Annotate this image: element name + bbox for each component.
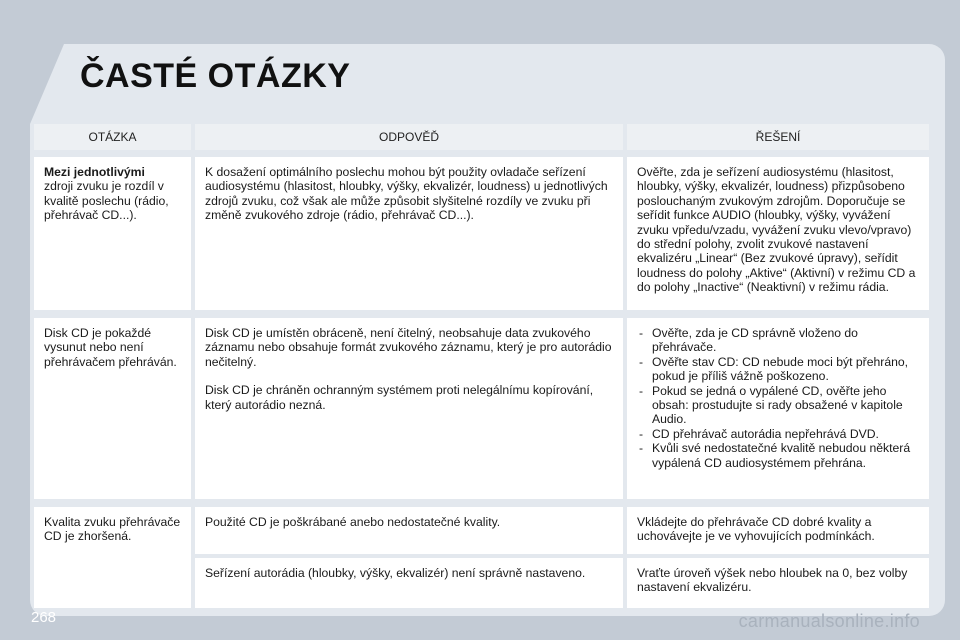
row1-question <box>34 157 191 310</box>
row1-question-text: zdroji zvuku je rozdíl v kvalitě poslechu (rádio, přehrávač CD...). <box>44 179 169 223</box>
row1-answer-text: K dosažení optimálního poslechu mohou být použity ovladače seřízení audiosystému (hlasitost, hloubky, výšky, ekvalizér, loudness) u jednotlivých zdrojů zvuku, což však ale může způsobit slyšitelné rozdíly ve zvuku při změně zvukového zdroje (rádio, přehrávač CD...). <box>205 165 608 223</box>
row1-answer <box>195 157 623 310</box>
list-item: - CD přehrávač autorádia nepřehrává DVD. <box>637 427 920 441</box>
row2-question-text: Disk CD je pokaždé vysunut nebo není přehrávačem přehráván. <box>44 326 177 369</box>
row3a-answer-text: Použité CD je poškrábané anebo nedostatečné kvality. <box>205 515 501 529</box>
row2-question <box>34 318 191 499</box>
page-title: ČASTÉ OTÁZKY <box>80 57 351 95</box>
row2-answer <box>195 318 623 499</box>
row3a-solution-text: Vkládejte do přehrávače CD dobré kvality a uchovávejte je ve vyhovujících podmínkách. <box>637 515 875 544</box>
row2-answer-p1: Disk CD je umístěn obráceně, není čitelný, neobsahuje data zvukového záznamu nebo obsahuje formát zvukového záznamu, který je pro autorádio nečitelný. <box>205 326 612 369</box>
list-item: - Ověřte stav CD: CD nebude moci být přehráno, pokud je příliš vážně poškozeno. <box>637 355 920 384</box>
row3a-solution <box>627 507 929 554</box>
row3b-answer-text: Seřízení autorádia (hloubky, výšky, ekvalizér) není správně nastaveno. <box>205 566 586 580</box>
row3a-answer <box>195 507 623 554</box>
row3b-solution-text: Vraťte úroveň výšek nebo hloubek na 0, bez volby nastavení ekvalizéru. <box>637 566 908 595</box>
row1-question-bold: Mezi jednotlivými <box>44 165 145 179</box>
header-solution: ŘEŠENÍ <box>627 124 929 150</box>
row2-answer-p2: Disk CD je chráněn ochranným systémem proti nelegálnímu kopírování, který autorádio nezná. <box>205 383 594 412</box>
row1-solution-text: Ověřte, zda je seřízení audiosystému (hlasitost, hloubky, výšky, ekvalizér, loudness) přizpůsobeno poslouchaným zvukovým zdrojům. Doporučuje se seřídit funkce AUDIO (hloubky, výšky, vyvážení zvuku vpředu/vzadu, vyvážení zvuku vlevo/vpravo) do střední polohy, zvolit zvukové nastavení ekvalizéru „Linear“ (Bez zvukové úpravy), seřídit loudness do polohy „Aktive“ (Aktivní) v režimu CD a do polohy „Inactive“ (Neaktivní) v režimu rádia. <box>637 165 916 295</box>
page-number: 268 <box>31 609 57 626</box>
row2-solution <box>627 318 929 499</box>
list-item: - Ověřte, zda je CD správně vloženo do přehrávače. <box>637 326 920 355</box>
header-question: OTÁZKA <box>34 124 191 150</box>
header-answer: ODPOVĚĎ <box>195 124 623 150</box>
list-item: - Kvůli své nedostatečné kvalitě nebudou některá vypálená CD audiosystémem přehrána. <box>637 441 920 470</box>
row3-question <box>34 507 191 608</box>
list-item: - Pokud se jedná o vypálené CD, ověřte jeho obsah: prostudujte si rady obsažené v kapitole Audio. <box>637 384 920 427</box>
row3b-answer <box>195 558 623 608</box>
row1-solution <box>627 157 929 310</box>
row3b-solution <box>627 558 929 608</box>
watermark: carmanualsonline.info <box>738 611 920 631</box>
row2-solution-list <box>637 326 920 470</box>
corner-cut <box>30 44 64 124</box>
row3-question-text: Kvalita zvuku přehrávače CD je zhoršená. <box>44 515 181 544</box>
